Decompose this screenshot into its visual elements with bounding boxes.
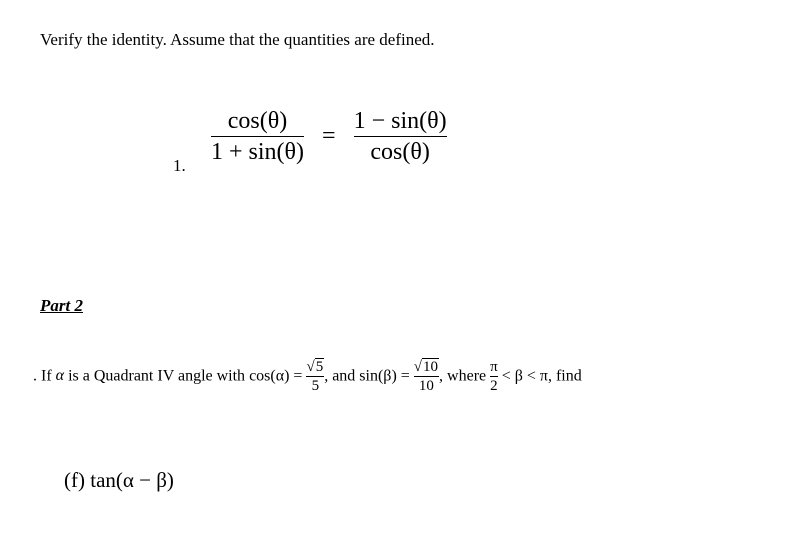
part2-heading: Part 2 [40,296,83,315]
item-f: (f) tan(α − β) [64,468,174,492]
rhs-fraction [354,106,447,167]
frac2-numerator: √10 [413,359,439,375]
problem-number: 1. [173,156,186,175]
sin-beta: sin(β) = [359,367,410,385]
frac2-radicand: 10 [423,359,439,375]
frac3-numerator: π [490,359,498,375]
lhs-fraction [211,106,304,167]
cos-alpha: cos(α) = [249,367,303,385]
inequality: < β < π [497,367,548,385]
frac1-radicand: 5 [315,359,324,375]
frac1-numerator: √5 [306,359,324,375]
lhs-denominator: 1 + sin(θ) [211,139,305,166]
rhs-numerator: 1 − sin(θ) [353,108,447,134]
pi-over-2-fraction [490,358,498,395]
question-text [33,358,582,395]
sin-beta-fraction [414,358,439,395]
cos-alpha-fraction [306,358,324,395]
question-text1: is a Quadrant IV angle with [64,367,250,385]
lhs-numerator: cos(θ) [227,108,288,134]
frac3-denominator: 2 [490,378,498,394]
instruction-text: Verify the identity. Assume that the quantities are defined. [40,30,435,49]
question-text4: , find [547,367,582,385]
frac1-denominator: 5 [311,378,320,394]
identity-equation [207,106,451,167]
equals-sign: = [322,123,336,150]
frac2-denominator: 10 [418,378,434,394]
question-lead: . If [33,367,56,385]
question-text2: , and [324,367,360,385]
alpha-symbol: α [55,367,65,385]
rhs-denominator: cos(θ) [370,139,430,166]
question-text3: , where [439,367,491,385]
